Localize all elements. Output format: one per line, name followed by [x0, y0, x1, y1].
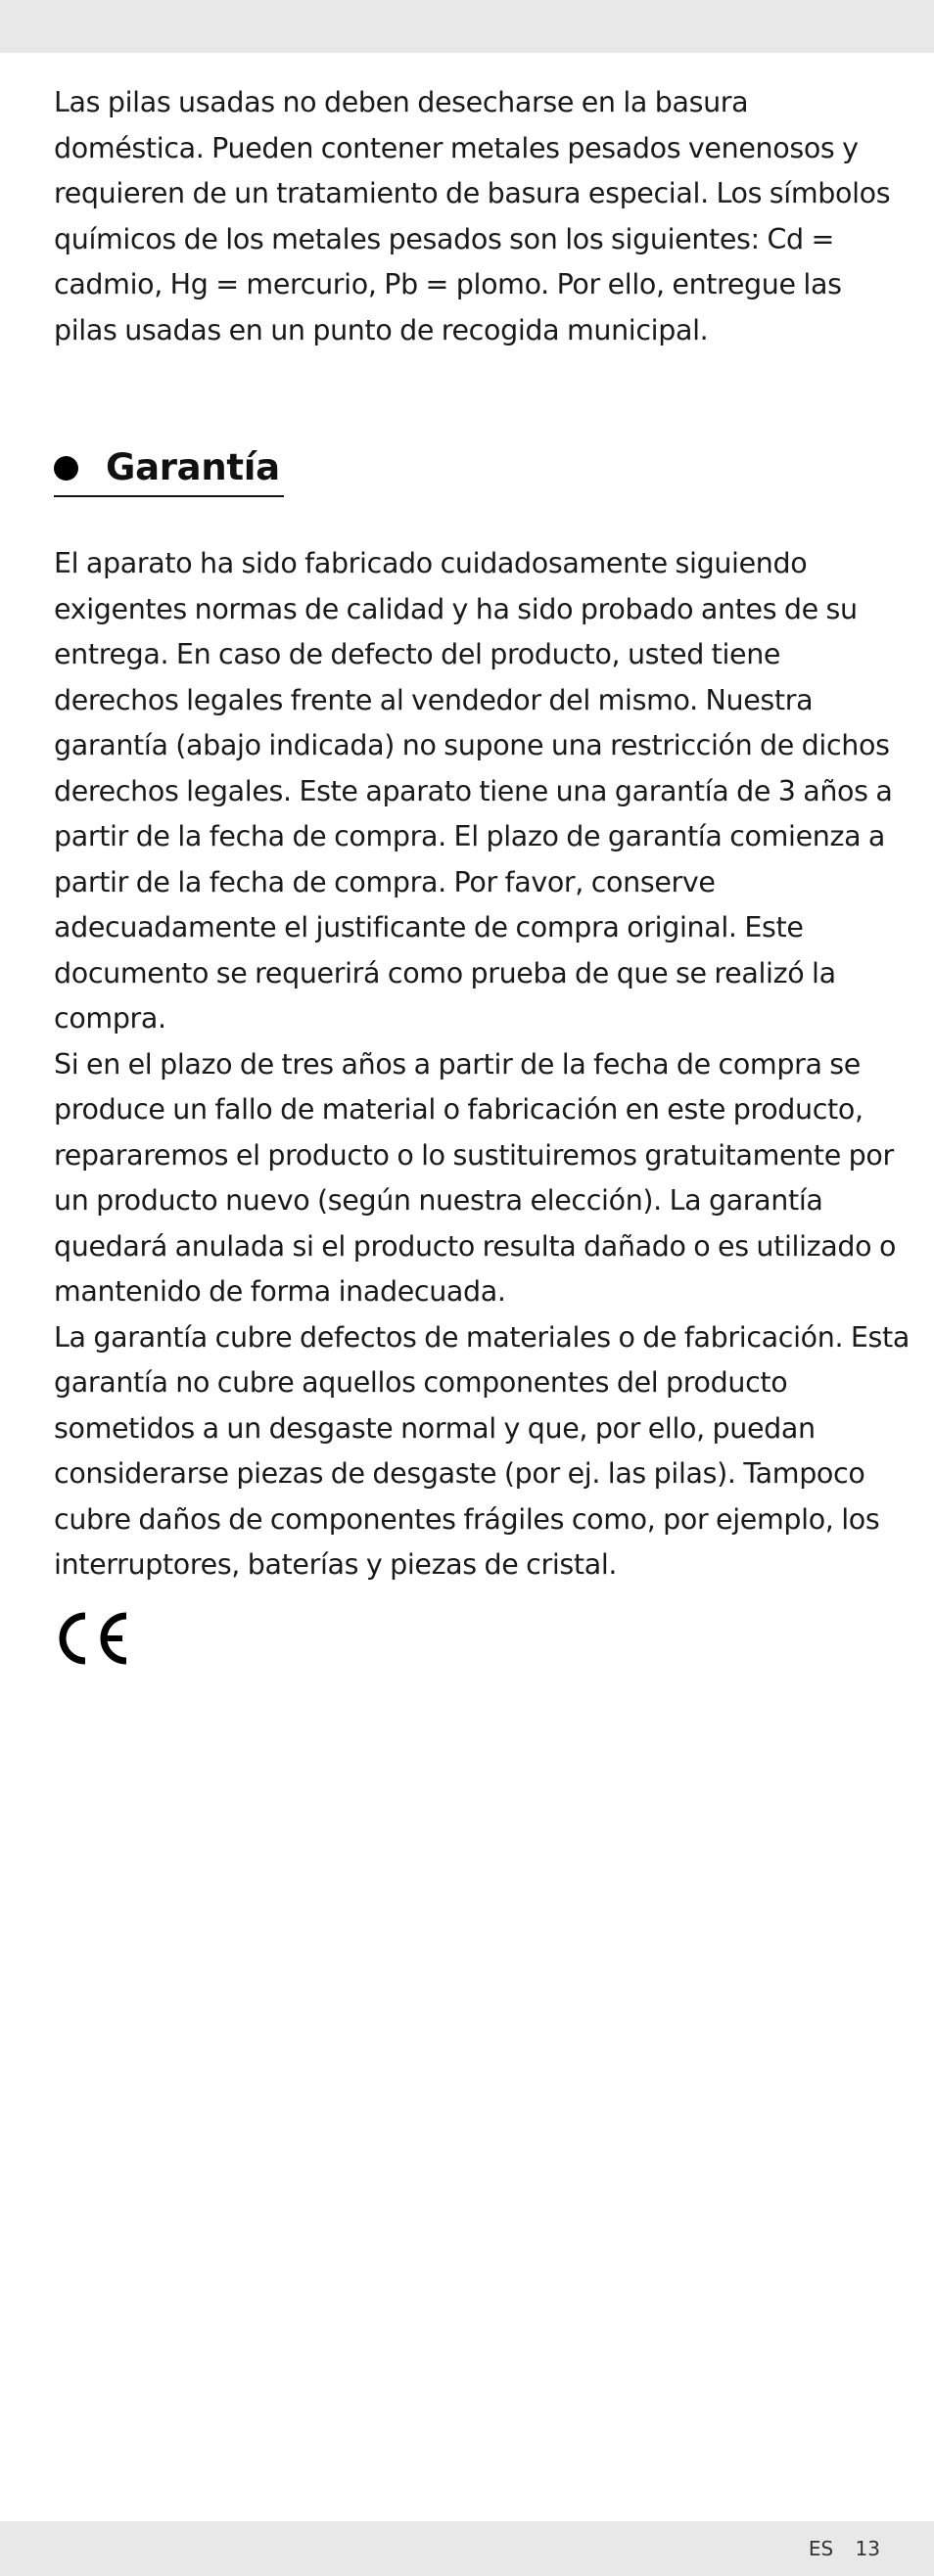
warranty-heading-text: Garantía: [106, 446, 280, 488]
intro-paragraph: Las pilas usadas no deben desecharse en la basura doméstica. Pueden contener metales pesados venenosos y requieren de un tratamiento de basura especial. Los símbolos químicos de los metales pesados son los siguientes: Cd = cadmio, Hg = mercurio, Pb = plomo. Por ello, entregue las pilas usadas en un punto de recogida municipal.: [54, 86, 891, 346]
warranty-paragraph-3: La garantía cubre defectos de materiales o de fabricación. Esta garantía no cubre aquellos componentes del producto sometidos a un desgaste normal y que, por ello, puedan considerarse piezas de desgaste (por ej. las pilas). Tampoco cubre daños de componentes frágiles como, por ejemplo, los interruptores, baterías y piezas de cristal.: [54, 1320, 910, 1581]
footer-page-number: 13: [855, 2537, 880, 2560]
battery-disposal-section: [54, 80, 896, 353]
footer-language-code: ES: [808, 2537, 834, 2560]
bullet-icon: [54, 456, 78, 481]
warranty-body: [54, 541, 911, 1588]
warranty-heading: [54, 442, 280, 493]
page-footer: [809, 2523, 880, 2574]
warranty-paragraph-2: Si en el plazo de tres años a partir de la fecha de compra se produce un fallo de material o fabricación en este producto, repararemos el producto o lo sustituiremos gratuitamente por un producto nuevo (según nuestra elección). La garantía quedará anulada si el producto resulta dañado o es utilizado o mantenido de forma inadecuada.: [54, 1047, 897, 1308]
heading-underline: [54, 495, 284, 497]
top-margin-band: [0, 0, 934, 53]
bottom-margin-band: [0, 2521, 934, 2576]
warranty-paragraph-1: El aparato ha sido fabricado cuidadosamente siguiendo exigentes normas de calidad y ha sido probado antes de su entrega. En caso de defecto del producto, usted tiene derechos legales frente al vendedor del mismo. Nuestra garantía (abajo indicada) no supone una restricción de dichos derechos legales. Este aparato tiene una garantía de 3 años a partir de la fecha de compra. El plazo de garantía comienza a partir de la fecha de compra. Por favor, conserve adecuadamente el justificante de compra original. Este documento se requerirá como prueba de que se realizó la compra.: [54, 547, 893, 1035]
ce-mark-icon: [53, 1610, 131, 1667]
